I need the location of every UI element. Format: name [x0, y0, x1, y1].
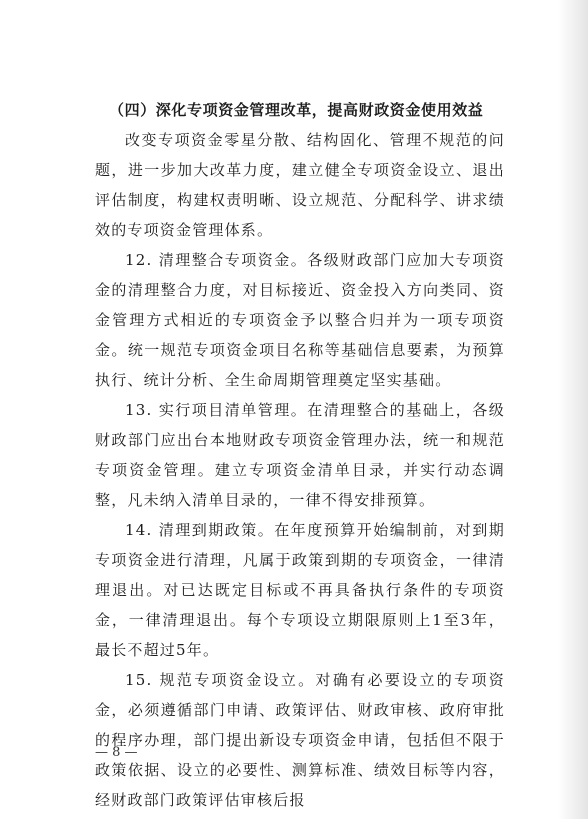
paragraph-item-15: 15. 规范专项资金设立。对确有必要设立的专项资金，必须遵循部门申请、政策评估、财政审核、政府审批的程序办理，部门提出新设专项资金申请，包括但不限于政策依据、设立的必要性、测算标准、绩效目标等内容，经财政部门政策评估审核后报: [95, 671, 505, 809]
paragraph-item-13: 13. 实行项目清单管理。在清理整合的基础上，各级财政部门应出台本地财政专项资金管理办法，统一和规范专项资金管理。建立专项资金清单目录，并实行动态调整，凡未纳入清单目录的，一律不得安排预算。: [95, 401, 505, 509]
document-body: [95, 95, 505, 815]
paragraph-intro: 改变专项资金零星分散、结构固化、管理不规范的问题，进一步加大改革力度，建立健全专项资金设立、退出评估制度，构建权责明晰、设立规范、分配科学、讲求绩效的专项资金管理体系。: [95, 131, 505, 239]
page-number: — 8 —: [95, 745, 138, 760]
paragraph-item-14: 14. 清理到期政策。在年度预算开始编制前，对到期专项资金进行清理，凡属于政策到期的专项资金，一律清理退出。对已达既定目标或不再具备执行条件的专项资金，一律清理退出。每个专项设立期限原则上1至3年，最长不超过5年。: [95, 521, 505, 659]
paragraph-item-12: 12. 清理整合专项资金。各级财政部门应加大专项资金的清理整合力度，对目标接近、资金投入方向类同、资金管理方式相近的专项资金予以整合归并为一项专项资金。统一规范专项资金项目名称等基础信息要素，为预算执行、统计分析、全生命周期管理奠定坚实基础。: [95, 251, 505, 389]
section-heading: （四）深化专项资金管理改革，提高财政资金使用效益: [109, 101, 484, 119]
page-edge-shadow: [558, 0, 588, 819]
